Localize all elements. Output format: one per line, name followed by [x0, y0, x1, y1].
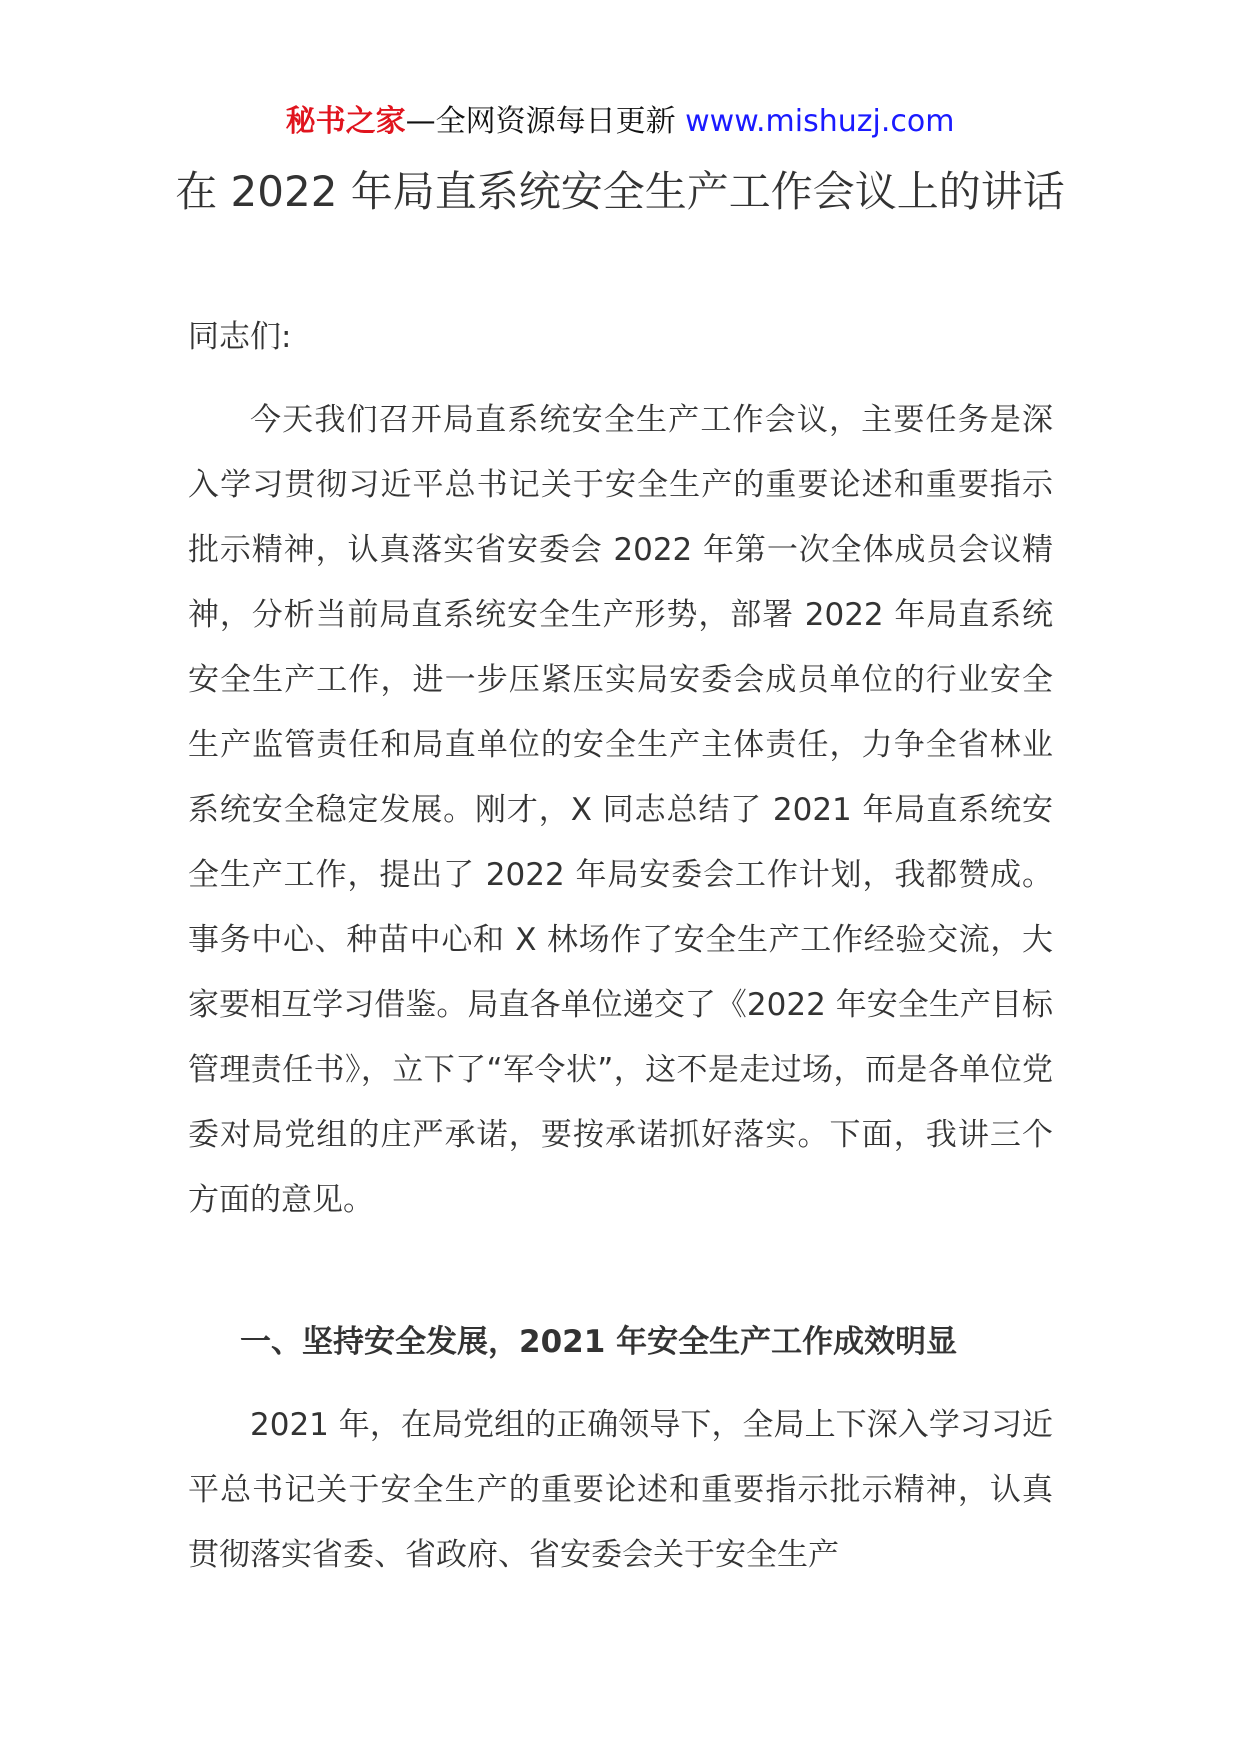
section-heading-1: 一、坚持安全发展，2021 年安全生产工作成效明显	[240, 1324, 958, 1360]
header-tagline: —全网资源每日更新	[405, 104, 676, 139]
site-header-banner	[0, 100, 1240, 144]
body-paragraph-1: 今天我们召开局直系统安全生产工作会议，主要任务是深入学习贯彻习近平总书记关于安全生产的重要论述和重要指示批示精神，认真落实省安委会 2022 年第一次全体成员会议精神，分析当前局直系统安全生产形势，部署 2022 年局直系统安全生产工作，进一步压紧压实局安委会成员单位的行业安全生产监管责任和局直单位的安全生产主体责任，力争全省林业系统安全稳定发展。刚才，X 同志总结了 2021 年局直系统安全生产工作，提出了 2022 年局安委会工作计划，我都赞成。事务中心、种苗中心和 X 林场作了安全生产工作经验交流，大家要相互学习借鉴。局直各单位递交了《2022 年安全生产目标管理责任书》，立下了“军令状”，这不是走过场，而是各单位党委对局党组的庄严承诺，要按承诺抓好落实。下面，我讲三个方面的意见。	[188, 402, 1053, 1218]
brand-name: 秘书之家	[285, 104, 406, 139]
site-url-link[interactable]: www.mishuzj.com	[685, 104, 955, 139]
salutation: 同志们:	[188, 319, 292, 355]
document-title: 在 2022 年局直系统安全生产工作会议上的讲话	[175, 167, 1065, 216]
body-paragraph-2: 2021 年，在局党组的正确领导下，全局上下深入学习习近平总书记关于安全生产的重要论述和重要指示批示精神，认真贯彻落实省委、省政府、省安委会关于安全生产	[188, 1407, 1053, 1573]
